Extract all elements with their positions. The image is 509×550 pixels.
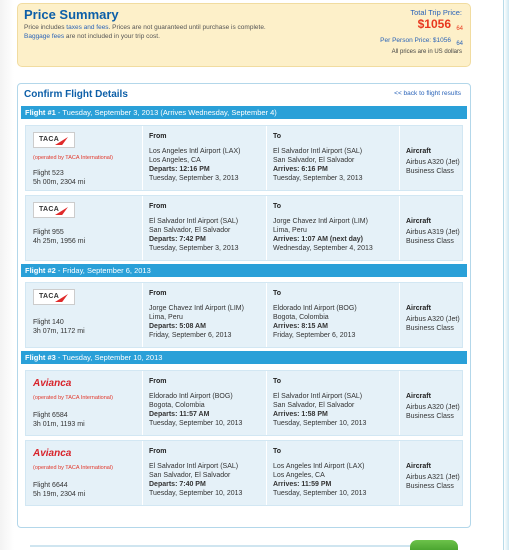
flight-3-date: - Tuesday, September 10, 2013 <box>55 353 163 362</box>
flight-2-date: - Friday, September 6, 2013 <box>55 266 151 275</box>
price-summary-panel <box>17 3 471 67</box>
flight-segment <box>25 440 463 506</box>
arrival-time: Arrives: 1:07 AM (next day) <box>273 236 363 243</box>
arrival-date: Friday, September 6, 2013 <box>273 332 356 339</box>
departure-time: Departs: 7:42 PM <box>149 236 206 243</box>
departure-time: Departs: 12:16 PM <box>149 166 210 173</box>
aircraft-label: Aircraft <box>406 463 431 470</box>
flight-number: Flight 6584 <box>33 412 68 419</box>
airline-cell <box>26 196 143 260</box>
page-scrollbar[interactable] <box>503 0 509 550</box>
aircraft-cell <box>400 441 464 505</box>
from-city: San Salvador, El Salvador <box>149 472 231 479</box>
currency-note: All prices are in US dollars <box>391 49 462 55</box>
aircraft-cell <box>400 126 464 190</box>
departure-date: Tuesday, September 10, 2013 <box>149 490 243 497</box>
total-price-cents: 64 <box>456 26 463 32</box>
total-price: $1056 <box>417 17 451 31</box>
cabin-class: Business Class <box>406 238 454 245</box>
baggage-note-suffix: are not included in your trip cost. <box>64 33 160 40</box>
flight-1-label: Flight #1 <box>25 108 56 117</box>
from-cell <box>143 283 267 347</box>
from-airport: El Salvador Intl Airport (SAL) <box>149 463 239 470</box>
to-label: To <box>273 378 282 385</box>
to-city: San Salvador, El Salvador <box>273 157 355 164</box>
arrival-time: Arrives: 8:15 AM <box>273 323 328 330</box>
from-cell <box>143 371 267 435</box>
avianca-logo: Avianca <box>33 448 72 459</box>
flight-segment <box>25 282 463 348</box>
airline-logo <box>33 132 75 148</box>
to-label: To <box>273 290 282 297</box>
arrival-time: Arrives: 1:58 PM <box>273 411 328 418</box>
flight-2-header <box>21 264 467 277</box>
to-cell <box>267 441 400 505</box>
from-airport: Eldorado Intl Airport (BOG) <box>149 393 233 400</box>
per-person-price-cents: 64 <box>456 41 463 47</box>
departure-time: Departs: 11:57 AM <box>149 411 210 418</box>
to-city: Bogota, Colombia <box>273 314 329 321</box>
flight-segment <box>25 195 463 261</box>
departure-date: Friday, September 6, 2013 <box>149 332 232 339</box>
to-city: Los Angeles, CA <box>273 472 325 479</box>
flight-3-header <box>21 351 467 364</box>
flight-number: Flight 523 <box>33 170 64 177</box>
taca-logo-text: TACA <box>39 136 60 143</box>
arrival-time: Arrives: 6:16 PM <box>273 166 328 173</box>
taxes-fees-link[interactable]: taxes and fees <box>66 24 109 31</box>
aircraft-label: Aircraft <box>406 148 431 155</box>
price-note <box>24 24 266 31</box>
flight-segment <box>25 125 463 191</box>
price-note-prefix: Price includes <box>24 24 67 31</box>
operated-by: (operated by TACA International) <box>33 155 113 161</box>
flight-number: Flight 6644 <box>33 482 68 489</box>
flight-duration: 3h 07m, 1172 mi <box>33 328 85 335</box>
cabin-class: Business Class <box>406 413 454 420</box>
aircraft-type: Airbus A319 (Jet) <box>406 229 460 236</box>
to-airport: Jorge Chavez Intl Airport (LIM) <box>273 218 368 225</box>
from-airport: El Salvador Intl Airport (SAL) <box>149 218 239 225</box>
airline-cell <box>26 371 143 435</box>
to-cell <box>267 126 400 190</box>
to-airport: Los Angeles Intl Airport (LAX) <box>273 463 365 470</box>
from-city: Los Angeles, CA <box>149 157 201 164</box>
arrival-date: Tuesday, September 10, 2013 <box>273 420 367 427</box>
from-label: From <box>149 133 167 140</box>
cabin-class: Business Class <box>406 483 454 490</box>
to-airport: Eldorado Intl Airport (BOG) <box>273 305 357 312</box>
price-note-suffix: . Prices are not guaranteed until purchase is complete. <box>108 24 266 31</box>
to-label: To <box>273 203 282 210</box>
aircraft-label: Aircraft <box>406 305 431 312</box>
cabin-class: Business Class <box>406 168 454 175</box>
from-cell <box>143 196 267 260</box>
airline-cell <box>26 283 143 347</box>
flight-3-label: Flight #3 <box>25 353 56 362</box>
aircraft-type: Airbus A321 (Jet) <box>406 474 460 481</box>
confirm-flight-panel <box>17 83 471 528</box>
cabin-class: Business Class <box>406 325 454 332</box>
departure-date: Tuesday, September 10, 2013 <box>149 420 243 427</box>
avianca-logo: Avianca <box>33 378 72 389</box>
aircraft-label: Aircraft <box>406 218 431 225</box>
to-label: To <box>273 448 282 455</box>
arrival-date: Tuesday, September 3, 2013 <box>273 175 363 182</box>
total-price-label: Total Trip Price: <box>410 8 462 17</box>
from-city: San Salvador, El Salvador <box>149 227 231 234</box>
aircraft-type: Airbus A320 (Jet) <box>406 159 460 166</box>
to-city: Lima, Peru <box>273 227 307 234</box>
operated-by: (operated by TACA International) <box>33 465 113 471</box>
taca-logo-text: TACA <box>39 293 60 300</box>
flight-duration: 5h 19m, 2304 mi <box>33 491 86 498</box>
departure-date: Tuesday, September 3, 2013 <box>149 175 239 182</box>
from-cell <box>143 126 267 190</box>
confirm-title: Confirm Flight Details <box>24 89 128 100</box>
price-summary-title: Price Summary <box>24 7 119 22</box>
flight-segment <box>25 370 463 436</box>
flight-number: Flight 140 <box>33 319 64 326</box>
airline-cell <box>26 441 143 505</box>
to-cell <box>267 371 400 435</box>
departure-time: Departs: 5:08 AM <box>149 323 206 330</box>
baggage-note <box>24 33 160 40</box>
to-airport: El Salvador Intl Airport (SAL) <box>273 148 363 155</box>
operated-by: (operated by TACA International) <box>33 395 113 401</box>
aircraft-cell <box>400 196 464 260</box>
from-label: From <box>149 290 167 297</box>
aircraft-cell <box>400 371 464 435</box>
to-airport: El Salvador Intl Airport (SAL) <box>273 393 363 400</box>
arrival-date: Tuesday, September 10, 2013 <box>273 490 367 497</box>
aircraft-label: Aircraft <box>406 393 431 400</box>
from-airport: Los Angeles Intl Airport (LAX) <box>149 148 241 155</box>
baggage-fees-link[interactable]: Baggage fees <box>24 33 65 40</box>
arrival-date: Wednesday, September 4, 2013 <box>273 245 373 252</box>
from-city: Lima, Peru <box>149 314 183 321</box>
per-person-price: Per Person Price: $1056 <box>380 37 451 44</box>
flight-1-header <box>21 106 467 119</box>
back-to-results-link[interactable]: << back to flight results <box>394 90 461 97</box>
continue-button[interactable] <box>410 540 458 550</box>
aircraft-type: Airbus A320 (Jet) <box>406 316 460 323</box>
bottom-divider <box>30 545 410 547</box>
to-label: To <box>273 133 282 140</box>
flight-1-date: - Tuesday, September 3, 2013 (Arrives Wednesday, September 4) <box>55 108 277 117</box>
airline-cell <box>26 126 143 190</box>
from-city: Bogota, Colombia <box>149 402 205 409</box>
departure-date: Tuesday, September 3, 2013 <box>149 245 239 252</box>
arrival-time: Arrives: 11:59 PM <box>273 481 332 488</box>
airline-logo <box>33 289 75 305</box>
from-label: From <box>149 448 167 455</box>
from-cell <box>143 441 267 505</box>
aircraft-cell <box>400 283 464 347</box>
taca-logo-text: TACA <box>39 206 60 213</box>
flight-duration: 3h 01m, 1193 mi <box>33 421 85 428</box>
departure-time: Departs: 7:40 PM <box>149 481 206 488</box>
flight-number: Flight 955 <box>33 229 64 236</box>
flight-duration: 5h 00m, 2304 mi <box>33 179 86 186</box>
from-airport: Jorge Chavez Intl Airport (LIM) <box>149 305 244 312</box>
from-label: From <box>149 378 167 385</box>
flight-duration: 4h 25m, 1956 mi <box>33 238 86 245</box>
aircraft-type: Airbus A320 (Jet) <box>406 404 460 411</box>
to-cell <box>267 196 400 260</box>
to-cell <box>267 283 400 347</box>
page-left-edge <box>0 0 14 550</box>
flight-2-label: Flight #2 <box>25 266 56 275</box>
from-label: From <box>149 203 167 210</box>
airline-logo <box>33 202 75 218</box>
to-city: San Salvador, El Salvador <box>273 402 355 409</box>
